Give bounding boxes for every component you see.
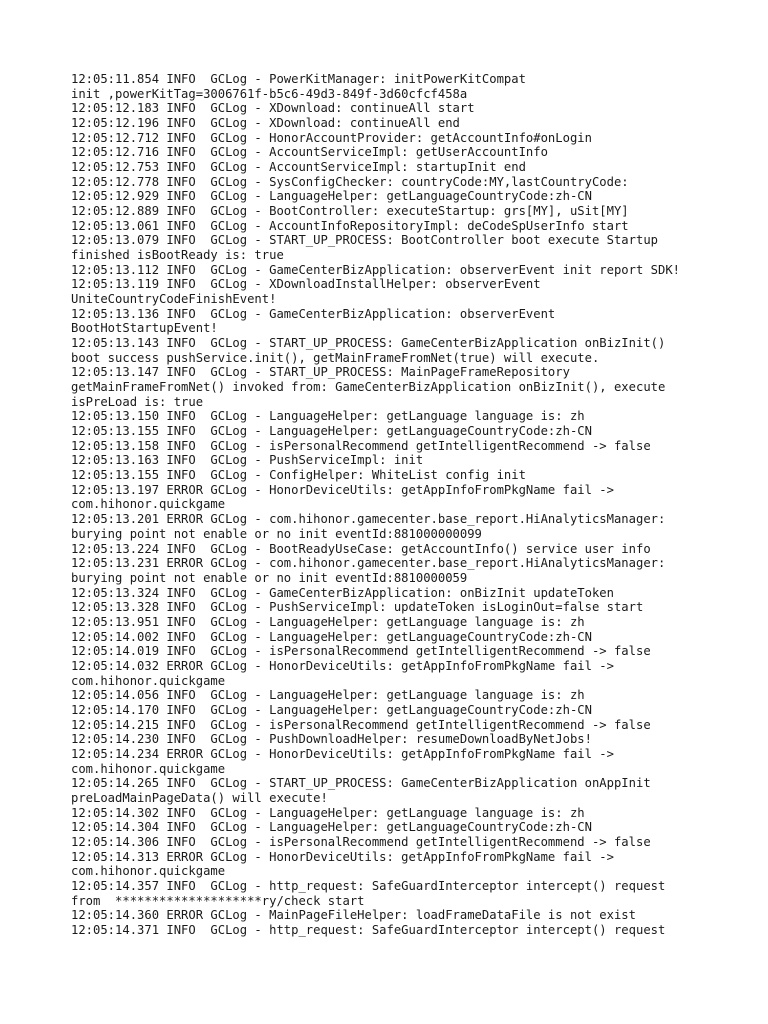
log-line: com.hihonor.quickgame: [71, 673, 226, 688]
log-page: [71, 72, 751, 938]
log-line: 12:05:13.328 INFO GCLog - PushServiceImpl: updateToken isLoginOut=false start: [71, 600, 644, 615]
log-line: 12:05:13.147 INFO GCLog - START_UP_PROCESS: MainPageFrameRepository: [71, 365, 570, 380]
log-line: BootHotStartupEvent!: [71, 321, 218, 336]
log-line: 12:05:13.155 INFO GCLog - ConfigHelper: WhiteList config init: [71, 468, 526, 483]
log-line: burying point not enable or no init eventId:881000000099: [71, 526, 482, 541]
log-line: finished isBootReady is: true: [71, 248, 284, 263]
log-line: 12:05:13.201 ERROR GCLog - com.hihonor.gamecenter.base_report.HiAnalyticsManager:: [71, 512, 666, 527]
log-line: 12:05:14.215 INFO GCLog - isPersonalRecommend getIntelligentRecommend -> false: [71, 717, 651, 732]
log-line: 12:05:14.032 ERROR GCLog - HonorDeviceUtils: getAppInfoFromPkgName fail ->: [71, 658, 614, 673]
log-line: 12:05:14.230 INFO GCLog - PushDownloadHelper: resumeDownloadByNetJobs!: [71, 732, 592, 747]
log-line: 12:05:11.854 INFO GCLog - PowerKitManager: initPowerKitCompat: [71, 72, 526, 86]
log-line: 12:05:13.136 INFO GCLog - GameCenterBizApplication: observerEvent: [71, 306, 556, 321]
log-line: isPreLoad is: true: [71, 394, 204, 409]
log-line: com.hihonor.quickgame: [71, 761, 226, 776]
log-line: 12:05:14.313 ERROR GCLog - HonorDeviceUtils: getAppInfoFromPkgName fail ->: [71, 849, 614, 864]
log-line: 12:05:14.304 INFO GCLog - LanguageHelper: getLanguageCountryCode:zh-CN: [71, 820, 592, 835]
log-line: burying point not enable or no init eventId:8810000059: [71, 570, 468, 585]
log-line: 12:05:13.143 INFO GCLog - START_UP_PROCESS: GameCenterBizApplication onBizInit(): [71, 336, 666, 351]
log-line: 12:05:14.357 INFO GCLog - http_request: SafeGuardInterceptor intercept() request: [71, 878, 666, 893]
log-line: 12:05:13.951 INFO GCLog - LanguageHelper: getLanguage language is: zh: [71, 614, 585, 629]
log-line: 12:05:14.371 INFO GCLog - http_request: SafeGuardInterceptor intercept() request: [71, 922, 666, 937]
log-line: 12:05:13.079 INFO GCLog - START_UP_PROCESS: BootController boot execute Startup: [71, 233, 658, 248]
log-line: getMainFrameFromNet() invoked from: GameCenterBizApplication onBizInit(), execute: [71, 380, 666, 395]
log-line: 12:05:14.265 INFO GCLog - START_UP_PROCESS: GameCenterBizApplication onAppInit: [71, 776, 651, 791]
log-line: 12:05:14.360 ERROR GCLog - MainPageFileHelper: loadFrameDataFile is not exist: [71, 908, 636, 923]
log-line: boot success pushService.init(), getMainFrameFromNet(true) will execute.: [71, 350, 600, 365]
log-line: com.hihonor.quickgame: [71, 497, 226, 512]
log-line: com.hihonor.quickgame: [71, 864, 226, 879]
log-line: 12:05:13.197 ERROR GCLog - HonorDeviceUtils: getAppInfoFromPkgName fail ->: [71, 482, 614, 497]
log-line: preLoadMainPageData() will execute!: [71, 790, 328, 805]
log-line: from ********************ry/check start: [71, 893, 365, 908]
log-line: 12:05:12.889 INFO GCLog - BootController: executeStartup: grs[MY], uSit[MY]: [71, 204, 629, 219]
log-line: 12:05:12.196 INFO GCLog - XDownload: continueAll end: [71, 116, 460, 131]
log-line: 12:05:14.019 INFO GCLog - isPersonalRecommend getIntelligentRecommend -> false: [71, 644, 651, 659]
log-line: UniteCountryCodeFinishEvent!: [71, 292, 277, 307]
log-line: 12:05:12.183 INFO GCLog - XDownload: continueAll start: [71, 101, 475, 116]
log-line: init ,powerKitTag=3006761f-b5c6-49d3-849f-3d60cfcf458a: [71, 86, 468, 101]
log-line: 12:05:12.753 INFO GCLog - AccountServiceImpl: startupInit end: [71, 160, 526, 175]
log-line: 12:05:13.224 INFO GCLog - BootReadyUseCase: getAccountInfo() service user info: [71, 541, 651, 556]
log-line: 12:05:12.712 INFO GCLog - HonorAccountProvider: getAccountInfo#onLogin: [71, 130, 592, 145]
log-line: 12:05:14.056 INFO GCLog - LanguageHelper: getLanguage language is: zh: [71, 688, 585, 703]
log-line: 12:05:14.002 INFO GCLog - LanguageHelper: getLanguageCountryCode:zh-CN: [71, 629, 592, 644]
log-line: 12:05:14.234 ERROR GCLog - HonorDeviceUtils: getAppInfoFromPkgName fail ->: [71, 746, 614, 761]
log-line: 12:05:14.306 INFO GCLog - isPersonalRecommend getIntelligentRecommend -> false: [71, 834, 651, 849]
log-line: 12:05:13.061 INFO GCLog - AccountInfoRepositoryImpl: deCodeSpUserInfo start: [71, 218, 629, 233]
log-line: 12:05:12.716 INFO GCLog - AccountServiceImpl: getUserAccountInfo: [71, 145, 548, 160]
log-line: 12:05:12.778 INFO GCLog - SysConfigChecker: countryCode:MY,lastCountryCode:: [71, 174, 629, 189]
log-line: 12:05:13.231 ERROR GCLog - com.hihonor.gamecenter.base_report.HiAnalyticsManager:: [71, 556, 666, 571]
log-line: 12:05:13.324 INFO GCLog - GameCenterBizApplication: onBizInit updateToken: [71, 585, 614, 600]
log-line: 12:05:14.302 INFO GCLog - LanguageHelper: getLanguage language is: zh: [71, 805, 585, 820]
log-line: 12:05:13.119 INFO GCLog - XDownloadInstallHelper: observerEvent: [71, 277, 541, 292]
log-line: 12:05:13.112 INFO GCLog - GameCenterBizApplication: observerEvent init report SDK!: [71, 262, 681, 277]
log-line: 12:05:12.929 INFO GCLog - LanguageHelper: getLanguageCountryCode:zh-CN: [71, 189, 592, 204]
log-line: 12:05:13.150 INFO GCLog - LanguageHelper: getLanguage language is: zh: [71, 409, 585, 424]
log-line: 12:05:13.155 INFO GCLog - LanguageHelper: getLanguageCountryCode:zh-CN: [71, 424, 592, 439]
log-line: 12:05:14.170 INFO GCLog - LanguageHelper: getLanguageCountryCode:zh-CN: [71, 702, 592, 717]
log-line: 12:05:13.163 INFO GCLog - PushServiceImpl: init: [71, 453, 424, 468]
log-line: 12:05:13.158 INFO GCLog - isPersonalRecommend getIntelligentRecommend -> false: [71, 438, 651, 453]
